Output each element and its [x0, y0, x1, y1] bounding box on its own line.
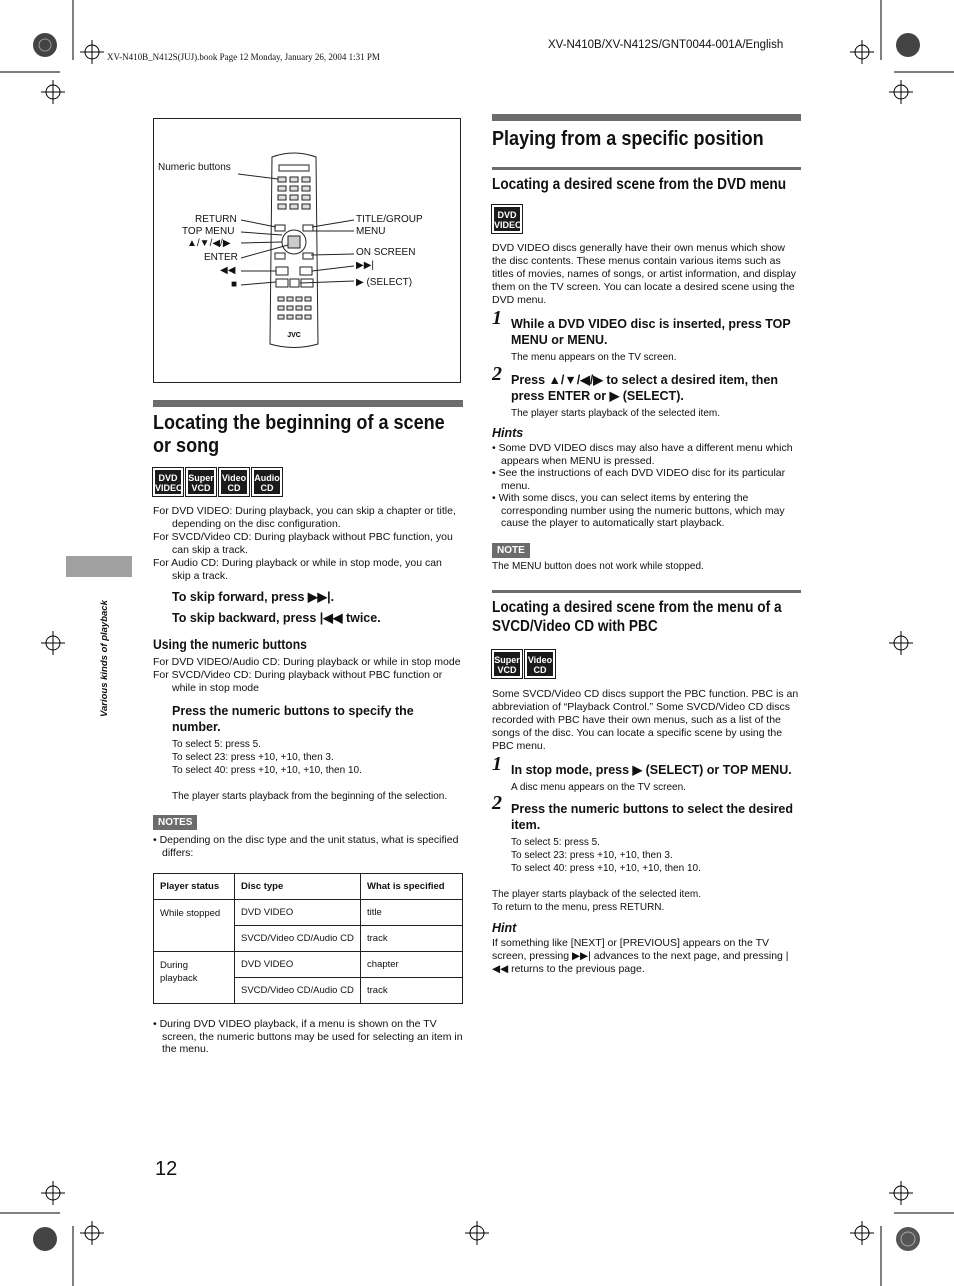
sec1-step-1: 1 While a DVD VIDEO disc is inserted, press TOP MENU or MENU. The menu appears on the TV screen.	[492, 307, 791, 363]
numeric-intro-2: For SVCD/Video CD: During playback without PBC function or while in stop mode	[153, 669, 443, 694]
hint-item: • With some discs, you can select items by entering the corresponding number using the numeric buttons, which may cause the player to automatically start playback.	[492, 492, 785, 529]
note-label: NOTE	[492, 543, 530, 558]
numeric-example-1: To select 5: press 5.	[172, 739, 261, 750]
skip-forward: To skip forward, press ▶▶|.	[172, 590, 335, 604]
sidebar-label: Various kinds of playback	[99, 600, 110, 717]
label-top-menu: TOP MENU	[182, 226, 235, 237]
video-cd-badge: Video CD	[525, 650, 555, 678]
table-header-row	[154, 874, 463, 900]
table-cell: chapter	[361, 952, 463, 978]
table-cell: DVD VIDEO	[235, 900, 361, 926]
numeric-heading: Using the numeric buttons	[153, 637, 307, 652]
note-text: The MENU button does not work while stopped.	[492, 560, 704, 572]
disc-badges	[153, 468, 463, 498]
section-bar	[492, 114, 801, 121]
table-row	[154, 952, 463, 978]
numeric-example-3: To select 40: press +10, +10, +10, then 10.	[172, 765, 362, 776]
table-cell: DVD VIDEO	[235, 952, 361, 978]
sec2-example: To select 40: press +10, +10, +10, then 10.	[511, 862, 701, 874]
sec2-example: To select 5: press 5.	[511, 836, 600, 848]
remote-control-drawing	[154, 119, 462, 384]
sec2-example: To select 23: press +10, +10, then 3.	[511, 849, 673, 861]
sec2-result: To return to the menu, press RETURN.	[492, 901, 665, 913]
table-cell: During playback	[154, 952, 235, 1004]
remote-figure	[153, 118, 461, 383]
super-vcd-badge: Super VCD	[186, 468, 216, 496]
label-on-screen: ON SCREEN	[356, 247, 416, 258]
dvd-video-badge: DVD VIDEO	[153, 468, 183, 496]
hints-label: Hints	[492, 426, 524, 440]
label-prev: ◀◀	[220, 265, 236, 276]
intro-acd: For Audio CD: During playback or while in stop mode, you can skip a track.	[153, 557, 442, 582]
subsection-bar	[492, 167, 801, 170]
intro-dvd: For DVD VIDEO: During playback, you can skip a chapter or title, depending on the disc configuration.	[153, 505, 456, 530]
hint-text: If something like [NEXT] or [PREVIOUS] appears on the TV screen, pressing ▶▶| advances to the next page, and pressing |◀◀ returns to the previous page.	[492, 936, 789, 975]
sec2-step-1: 1 In stop mode, press ▶ (SELECT) or TOP MENU. A disc menu appears on the TV screen.	[492, 752, 792, 793]
subsection-bar	[492, 590, 801, 593]
sec2-intro: Some SVCD/Video CD discs support the PBC function. PBC is an abbreviation of “Playback Control.” Some SVCD/Video CD discs recorded with PBC have their own menus, such as a list of the songs of the disc. You can locate a specific scene by using the PBC menu.	[492, 687, 799, 752]
sec2-step-2: 2 Press the numeric buttons to select the desired item. To select 5: press 5. To select 23: press +10, +10, then 3. To select 40: press +10, +10, +10, then 10.	[492, 801, 801, 875]
hint-item: • See the instructions of each DVD VIDEO disc for its particular menu.	[492, 467, 786, 492]
file-info: XV-N410B_N412S(JUJ).book Page 12 Monday, January 26, 2004 1:31 PM	[107, 52, 380, 62]
right-title: Playing from a specific position	[492, 127, 764, 150]
specified-table	[153, 873, 463, 1004]
page-number: 12	[155, 1158, 178, 1180]
note-1: • Depending on the disc type and the unit status, what is specified differs:	[153, 834, 459, 859]
model-number: XV-N410B/XV-N412S/GNT0044-001A/English	[548, 39, 784, 51]
dvd-video-badge: DVD VIDEO	[492, 205, 522, 233]
table-header: What is specified	[361, 874, 463, 900]
section-bar	[153, 400, 463, 407]
hint-label: Hint	[492, 920, 517, 935]
table-cell: While stopped	[154, 900, 235, 952]
table-header: Disc type	[235, 874, 361, 900]
label-stop: ■	[231, 279, 238, 290]
label-arrows: ▲/▼/◀/▶	[187, 238, 231, 249]
sec2-result: The player starts playback of the selected item.	[492, 888, 701, 900]
numeric-intro-1: For DVD VIDEO/Audio CD: During playback or while in stop mode	[153, 656, 461, 668]
sec1-title: Locating a desired scene from the DVD menu	[492, 176, 787, 193]
table-cell: SVCD/Video CD/Audio CD	[235, 926, 361, 952]
label-next: ▶▶|	[356, 260, 374, 271]
label-numeric: Numeric buttons	[158, 162, 231, 173]
numeric-result: The player starts playback from the beginning of the selection.	[172, 791, 448, 802]
remote-brand: JVC	[287, 332, 301, 339]
left-column	[153, 400, 463, 1056]
hint-item: • Some DVD VIDEO discs may also have a different menu which appears when MENU is pressed.	[492, 442, 793, 467]
table-cell: title	[361, 900, 463, 926]
table-header: Player status	[154, 874, 235, 900]
notes-label: NOTES	[153, 815, 197, 830]
label-return: RETURN	[195, 214, 237, 225]
label-enter: ENTER	[204, 252, 238, 263]
skip-backward: To skip backward, press |◀◀ twice.	[172, 611, 381, 625]
sec1-intro: DVD VIDEO discs generally have their own menus which show the disc contents. These menus contain various items such as titles of movies, names of songs, or artist information, and display them on the TV screen. You can locate a desired scene using the DVD menu.	[492, 242, 797, 306]
table-row	[154, 900, 463, 926]
label-menu: MENU	[356, 226, 386, 237]
table-cell: track	[361, 926, 463, 952]
note-2: • During DVD VIDEO playback, if a menu is shown on the TV screen, the numeric buttons may be used for selecting an item in the menu.	[153, 1018, 463, 1055]
right-column	[492, 114, 801, 976]
super-vcd-badge: Super VCD	[492, 650, 522, 678]
label-select: ▶ (SELECT)	[356, 277, 413, 288]
left-title: Locating the beginning of a scene or song	[153, 411, 445, 457]
sidebar-tab	[66, 556, 132, 577]
intro-svcd: For SVCD/Video CD: During playback without PBC function, you can skip a track.	[153, 531, 453, 556]
numeric-example-2: To select 23: press +10, +10, then 3.	[172, 752, 334, 763]
numeric-instruction: Press the numeric buttons to specify the number.	[172, 704, 414, 734]
video-cd-badge: Video CD	[219, 468, 249, 496]
sec2-title: Locating a desired scene from the menu of a SVCD/Video CD with PBC	[492, 598, 782, 635]
label-title-group: TITLE/GROUP	[356, 214, 423, 225]
sec1-step-2: 2 Press ▲/▼/◀/▶ to select a desired item, then press ENTER or ▶ (SELECT). The player starts playback of the selected item.	[492, 363, 778, 419]
table-cell: SVCD/Video CD/Audio CD	[235, 978, 361, 1004]
table-cell: track	[361, 978, 463, 1004]
audio-cd-badge: Audio CD	[252, 468, 282, 496]
